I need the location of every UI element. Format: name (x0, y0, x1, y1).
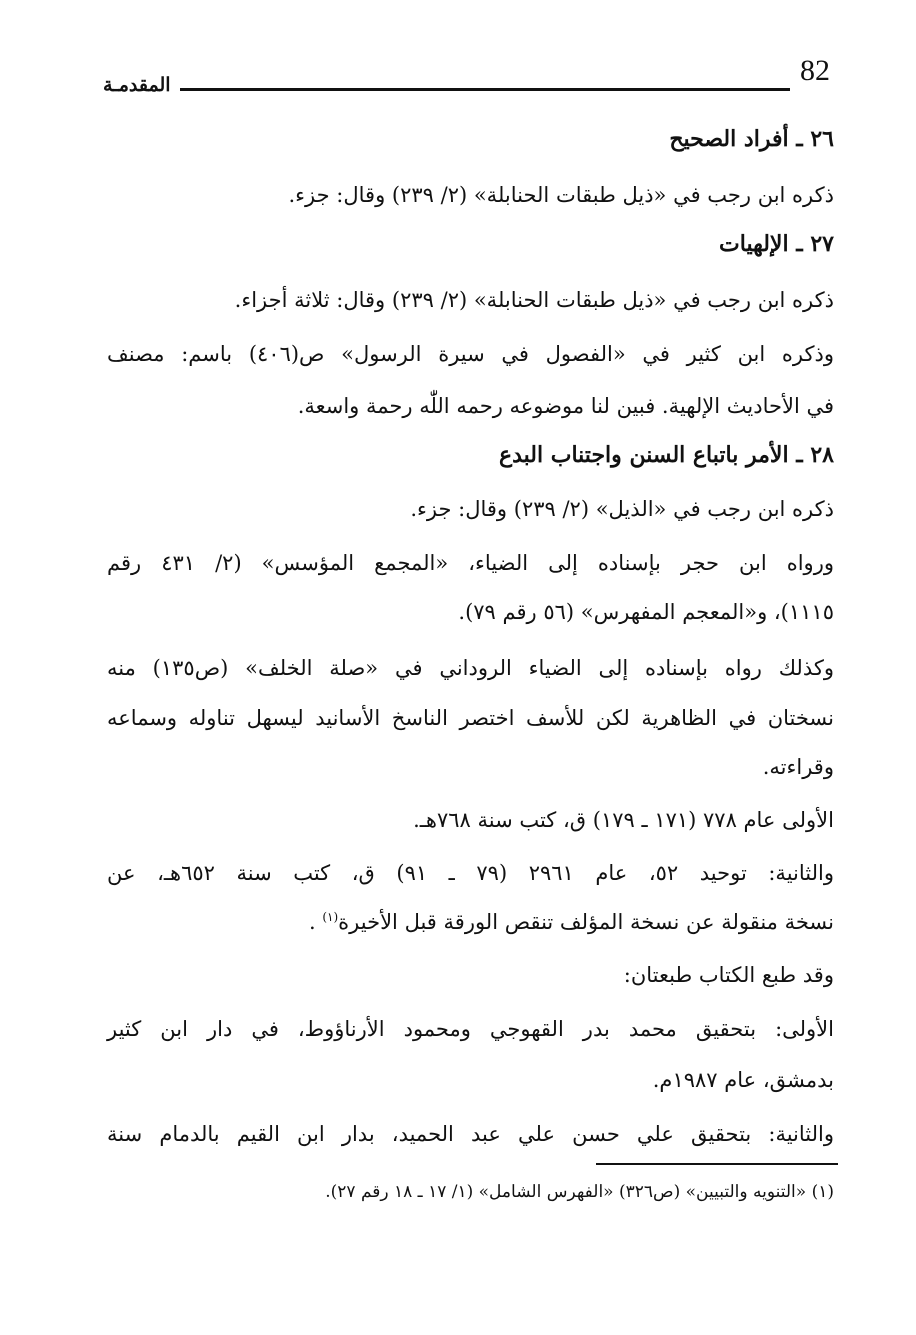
body-line-with-footnote (107, 907, 834, 937)
body-line: ١١١٥)، و«المعجم المفهرس» (٥٦ رقم ٧٩). (458, 600, 834, 624)
body-line: والثانية: بتحقيق علي حسن علي عبد الحميد، بدار ابن القيم بالدمام سنة (107, 1122, 834, 1146)
body-line: والثانية: توحيد ٥٢، عام ٢٩٦١ (٧٩ ـ ٩١) ق، كتب سنة ٦٥٢هـ، عن (107, 861, 834, 885)
header-rule (180, 88, 790, 91)
body-line-trailing-period: . (308, 910, 323, 934)
body-line: وذكره ابن كثير في «الفصول في سيرة الرسول» ص(٤٠٦) باسم: مصنف (107, 342, 835, 366)
page-number: 82 (800, 54, 830, 87)
body-line: وقد طبع الكتاب طبعتان: (623, 963, 834, 987)
footnote: (١) «التنويه والتبيين» (ص٣٢٦) «الفهرس الشامل» (١/ ١٧ ـ ١٨ رقم ٢٧). (325, 1182, 834, 1202)
section-heading-26: ٢٦ ـ أفراد الصحيح (669, 126, 834, 152)
body-line: نسختان في الظاهرية لكن للأسف اختصر الناسخ الأسانيد ليسهل تناوله وسماعه (107, 706, 834, 730)
body-line: الأولى: بتحقيق محمد بدر القهوجي ومحمود الأرناؤوط، في دار ابن كثير (107, 1017, 834, 1041)
footnote-rule (596, 1163, 838, 1165)
body-line: ذكره ابن رجب في «ذيل طبقات الحنابلة» (٢/ ٢٣٩) وقال: ثلاثة أجزاء. (234, 288, 834, 312)
body-line: وقراءته. (762, 755, 834, 779)
section-heading-27: ٢٧ ـ الإلهيات (719, 231, 834, 257)
body-line: ذكره ابن رجب في «الذيل» (٢/ ٢٣٩) وقال: جزء. (410, 497, 834, 521)
body-line: وكذلك رواه بإسناده إلى الضياء الروداني في «صلة الخلف» (ص١٣٥) منه (107, 656, 834, 680)
running-title: المقدمـة (103, 74, 171, 96)
body-line: بدمشق، عام ١٩٨٧م. (652, 1068, 834, 1092)
section-heading-28: ٢٨ ـ الأمر باتباع السنن واجتناب البدع (498, 442, 834, 468)
body-line-text: نسخة منقولة عن نسخة المؤلف تنقص الورقة قبل الأخيرة (338, 910, 834, 934)
body-line: الأولى عام ٧٧٨ (١٧١ ـ ١٧٩) ق، كتب سنة ٧٦٨هـ. (413, 808, 834, 832)
footnote-reference: (١) (322, 910, 339, 924)
body-line: في الأحاديث الإلهية. فبين لنا موضوعه رحمه اللّٰه رحمة واسعة. (297, 394, 834, 418)
body-line: ورواه ابن حجر بإسناده إلى الضياء، «المجمع المؤسس» (٢/ ٤٣١ رقم (107, 551, 834, 575)
body-line: ذكره ابن رجب في «ذيل طبقات الحنابلة» (٢/ ٢٣٩) وقال: جزء. (288, 183, 834, 207)
